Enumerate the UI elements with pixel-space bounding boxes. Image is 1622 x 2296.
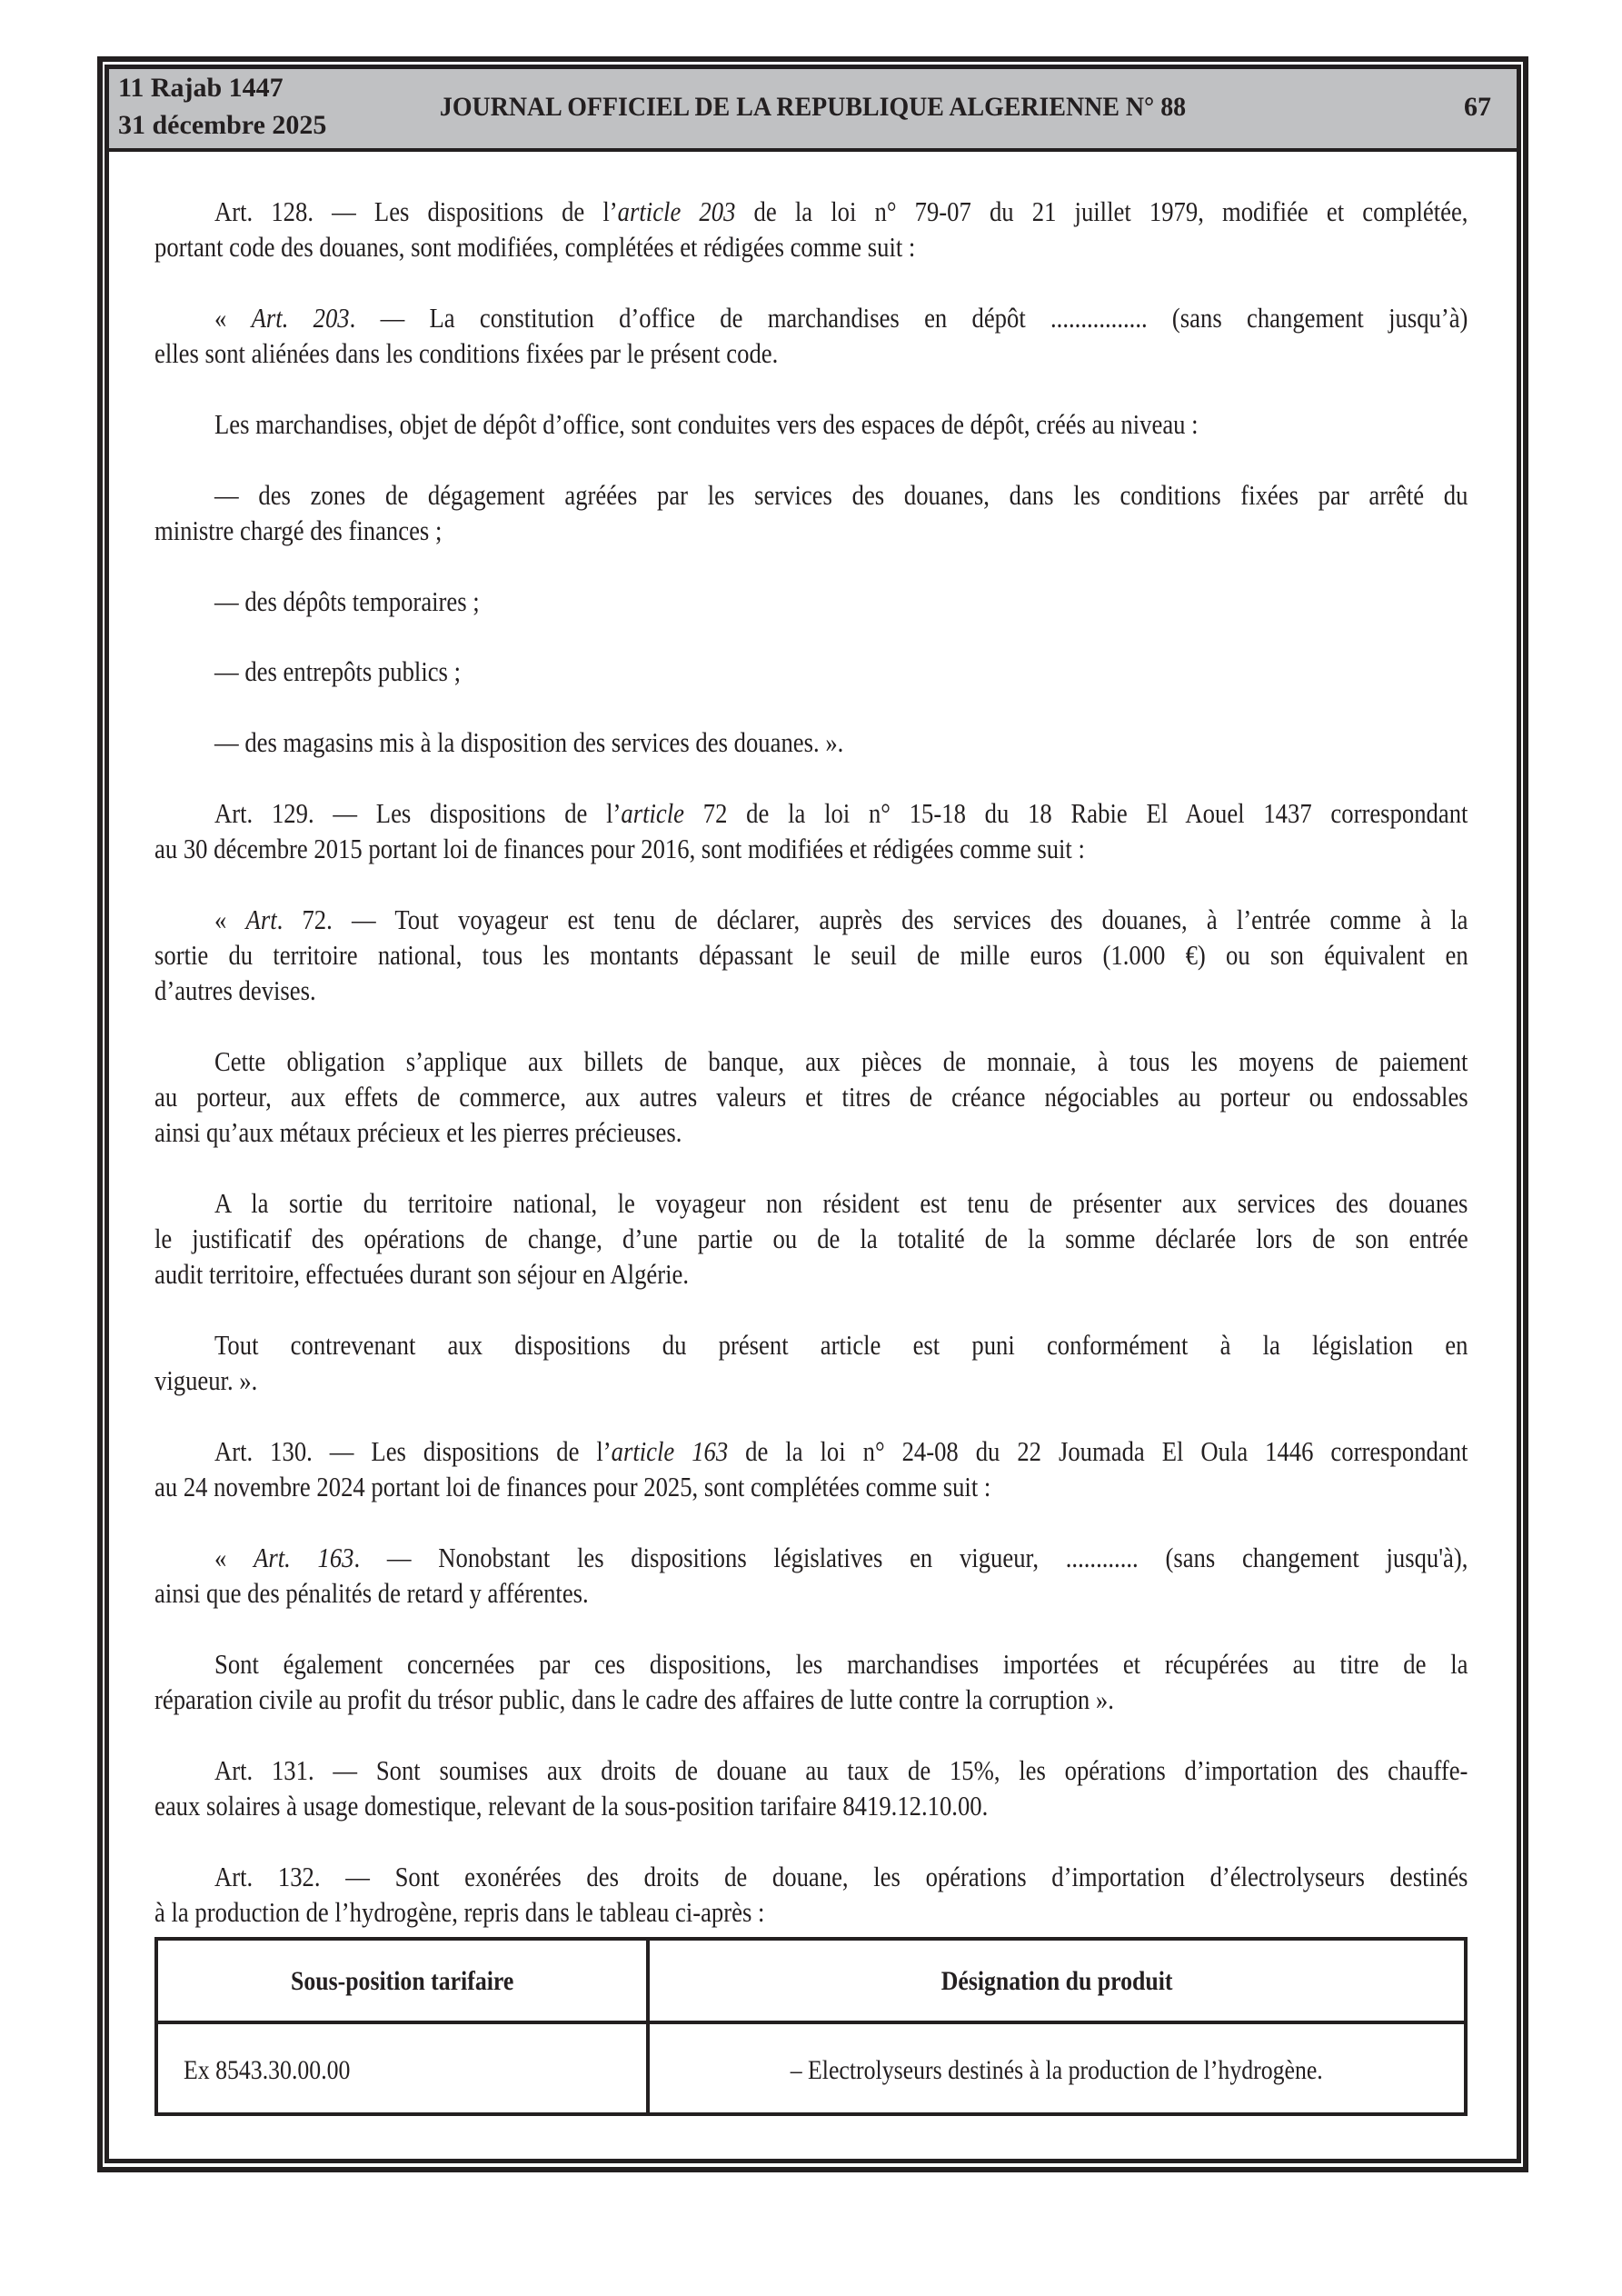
paragraph-art203: [154, 300, 1468, 371]
text-line: réparation civile au profit du trésor public, dans le cadre des affaires de lutte contre la corruption ».: [154, 1683, 1114, 1715]
text-line: Cette obligation s’applique aux billets de banque, aux pièces de monnaie, à tous les moyens de paiement: [214, 1045, 1468, 1077]
paragraph-art72-p2: [154, 1043, 1468, 1150]
text-line: Art. 131. — Sont soumises aux droits de douane au taux de 15%, les opérations d’importation des chauffe-: [214, 1754, 1468, 1786]
text-line: portant code des douanes, sont modifiées, complétées et rédigées comme suit :: [154, 231, 916, 263]
paragraph-art203-item1: [154, 477, 1468, 548]
paragraph-art203-item3: [154, 654, 1468, 689]
paragraph-art163-p2: [154, 1646, 1468, 1717]
paragraph-art203-item2: [154, 584, 1468, 619]
text-line: — des magasins mis à la disposition des services des douanes. ».: [214, 726, 844, 758]
text-line: A la sortie du territoire national, le voyageur non résident est tenu de présenter aux services des douanes: [214, 1187, 1468, 1219]
text-line: « Art. 72. — Tout voyageur est tenu de déclarer, auprès des services des douanes, à l’entrée comme à la: [214, 903, 1468, 935]
paragraph-art72: [154, 902, 1468, 1008]
text-line: Art. 132. — Sont exonérées des droits de douane, les opérations d’importation d’électrolyseurs destinés: [214, 1861, 1468, 1892]
table-column-divider: [646, 1941, 650, 2112]
text-line: Tout contrevenant aux dispositions du présent article est puni conformément à la législation en: [214, 1329, 1468, 1361]
text-line: le justificatif des opérations de change, d’une partie ou de la totalité de la somme déclarée lors de son entrée: [154, 1223, 1468, 1254]
text-line: Les marchandises, objet de dépôt d’office, sont conduites vers des espaces de dépôt, créés au niveau :: [214, 408, 1199, 440]
text-line: au 24 novembre 2024 portant loi de finances pour 2025, sont complétées comme suit :: [154, 1471, 991, 1502]
paragraph-art72-p4: [154, 1327, 1468, 1398]
text-line: d’autres devises.: [154, 974, 316, 1006]
text-line: « Art. 203. — La constitution d’office de marchandises en dépôt ................ (sans changement jusqu’à): [214, 302, 1468, 334]
text-line: vigueur. ».: [154, 1364, 258, 1396]
text-line: elles sont aliénées dans les conditions fixées par le présent code.: [154, 337, 779, 369]
paragraph-art203-p2: [154, 406, 1468, 442]
text-line: ministre chargé des finances ;: [154, 514, 443, 546]
table-cell-tariff-code: Ex 8543.30.00.00: [184, 2055, 351, 2085]
text-line: — des entrepôts publics ;: [214, 655, 462, 687]
tariff-table: [154, 1937, 1468, 2116]
text-line: « Art. 163. — Nonobstant les dispositions législatives en vigueur, ............ (sans changement jusqu'à),: [214, 1542, 1468, 1573]
paragraph-art128: [154, 194, 1468, 265]
paragraph-art132: [154, 1859, 1468, 1930]
text-line: — des dépôts temporaires ;: [214, 585, 480, 617]
text-line: Art. 130. — Les dispositions de l’article 163 de la loi n° 24-08 du 22 Joumada El Oula 1446 correspondant: [214, 1435, 1468, 1467]
journal-header: [109, 69, 1517, 152]
page-number: 67: [1464, 92, 1491, 122]
gregorian-date: 31 décembre 2025: [118, 110, 327, 140]
journal-title: JOURNAL OFFICIEL DE LA REPUBLIQUE ALGERIENNE N° 88: [439, 92, 1187, 122]
paragraph-art131: [154, 1752, 1468, 1823]
text-line: audit territoire, effectuées durant son séjour en Algérie.: [154, 1258, 690, 1290]
paragraph-art203-item4: [154, 724, 1468, 760]
text-line: sortie du territoire national, tous les montants dépassant le seuil de mille euros (1.000 €) ou son équivalent en: [154, 939, 1468, 971]
paragraph-art129: [154, 795, 1468, 866]
text-line: au 30 décembre 2015 portant loi de finances pour 2016, sont modifiées et rédigées comme suit :: [154, 833, 1085, 864]
text-line: Sont également concernées par ces dispositions, les marchandises importées et récupérées au titre de la: [214, 1648, 1468, 1680]
table-cell-product-name: – Electrolyseurs destinés à la production de l’hydrogène.: [790, 2055, 1324, 2085]
hijri-date: 11 Rajab 1447: [118, 73, 284, 103]
text-line: Art. 128. — Les dispositions de l’article 203 de la loi n° 79-07 du 21 juillet 1979, modifiée et complétée,: [214, 195, 1468, 227]
text-line: — des zones de dégagement agréées par les services des douanes, dans les conditions fixées par arrêté du: [214, 479, 1468, 511]
text-line: ainsi qu’aux métaux précieux et les pierres précieuses.: [154, 1116, 682, 1148]
text-line: eaux solaires à usage domestique, relevant de la sous-position tarifaire 8419.12.10.00.: [154, 1790, 989, 1822]
paragraph-art163: [154, 1540, 1468, 1611]
paragraph-art130: [154, 1433, 1468, 1504]
table-header-product-designation: Désignation du produit: [940, 1966, 1173, 1996]
text-line: à la production de l’hydrogène, repris dans le tableau ci-après :: [154, 1896, 765, 1928]
table-header-tariff-subheading: Sous-position tarifaire: [290, 1966, 514, 1996]
text-line: Art. 129. — Les dispositions de l’article 72 de la loi n° 15-18 du 18 Rabie El Aouel 1437 correspondant: [214, 797, 1468, 829]
table-row-divider: [158, 2021, 1464, 2024]
text-line: ainsi que des pénalités de retard y afférentes.: [154, 1577, 589, 1609]
text-line: au porteur, aux effets de commerce, aux autres valeurs et titres de créance négociables au porteur ou endossables: [154, 1081, 1468, 1113]
paragraph-art72-p3: [154, 1185, 1468, 1292]
